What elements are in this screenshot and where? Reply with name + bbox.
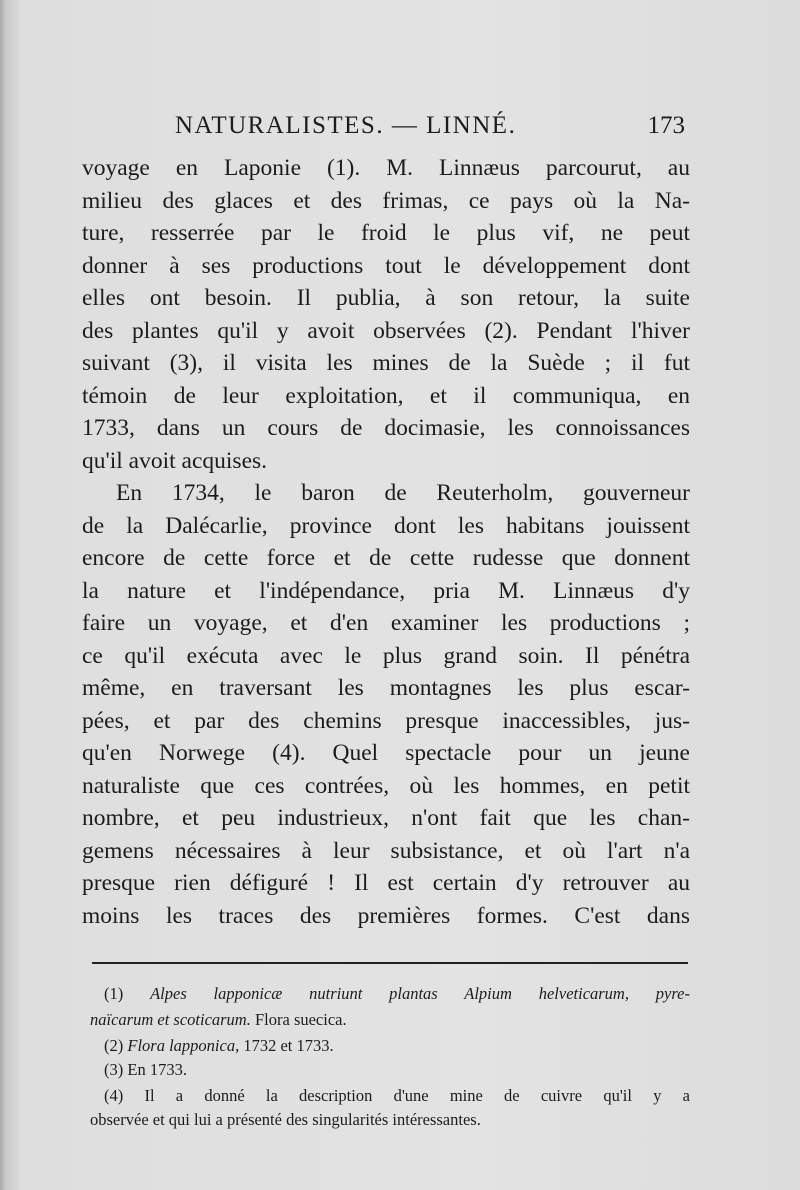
text-line: milieu des glaces et des frimas, ce pays où la Na- (82, 187, 690, 214)
text-line: faire un voyage, et d'en examiner les productions ; (82, 610, 690, 636)
text-line: ce qu'il exécuta avec le plus grand soin. Il pénétra (82, 642, 690, 669)
footnote-text: , 1732 et 1733. (235, 1036, 334, 1055)
footnote-4: (4) Il a donné la description d'une mine de cuivre qu'il y a (104, 1086, 690, 1105)
text-line: naturaliste que ces contrées, où les hommes, en petit (82, 772, 690, 799)
text-line: presque rien défiguré ! Il est certain d'y retrouver au (82, 870, 690, 896)
text-line: suivant (3), il visita les mines de la Suède ; il fut (82, 350, 690, 376)
text-line: qu'il avoit acquises. (82, 447, 268, 474)
footnote-mark: (1) (104, 984, 124, 1003)
footnote-2 (104, 1034, 690, 1058)
footnote-italic-text: naïcarum et scoticarum. (90, 1010, 251, 1029)
text-line: même, en traversant les montagnes les plus escar- (82, 675, 690, 701)
text-line: moins les traces des premières formes. C'est dans (82, 902, 690, 929)
footnote-text: Flora suecica. (254, 1010, 347, 1029)
text-line: elles ont besoin. Il publia, à son retour, la suite (82, 285, 690, 311)
text-line: des plantes qu'il y avoit observées (2). Pendant l'hiver (82, 317, 690, 344)
footnote-3: (3) En 1733. (104, 1060, 187, 1079)
text-line: la nature et l'indépendance, pria M. Linnæus d'y (82, 577, 690, 604)
footnote-mark: (2) (104, 1036, 124, 1055)
footnote-4-continued: observée et qui lui a présenté des singularités intéressantes. (90, 1110, 481, 1129)
footnote-italic-text: Flora lapponica (127, 1036, 236, 1055)
running-title: NATURALISTES. — LINNÉ. (175, 112, 517, 139)
text-line: témoin de leur exploitation, et il communiqua, en (82, 382, 690, 409)
footnote-italic-text: Alpes lapponicæ nutriunt plantas Alpium helveticarum, pyre- (150, 984, 690, 1003)
text-line: nombre, et peu industrieux, n'ont fait que les chan- (82, 805, 690, 831)
text-line: qu'en Norwege (4). Quel spectacle pour un jeune (82, 740, 690, 766)
text-line: ture, resserrée par le froid le plus vif, ne peut (82, 220, 690, 246)
text-line: 1733, dans un cours de docimasie, les connoissances (82, 415, 690, 441)
text-line: donner à ses productions tout le développement dont (82, 252, 690, 279)
page-number: 173 (647, 112, 685, 139)
footnote-1 (104, 982, 690, 1006)
text-line: voyage en Laponie (1). M. Linnæus parcourut, au (82, 155, 690, 181)
page-header (175, 112, 685, 146)
text-line: gemens nécessaires à leur subsistance, et où l'art n'a (82, 837, 690, 864)
footnote-rule (92, 962, 688, 964)
text-line: En 1734, le baron de Reuterholm, gouverneur (116, 480, 690, 506)
text-line: pées, et par des chemins presque inaccessibles, jus- (82, 707, 690, 734)
footnote-1-continued (90, 1008, 690, 1032)
text-line: de la Dalécarlie, province dont les habitans jouissent (82, 512, 690, 539)
text-line: encore de cette force et de cette rudesse que donnent (82, 545, 690, 571)
